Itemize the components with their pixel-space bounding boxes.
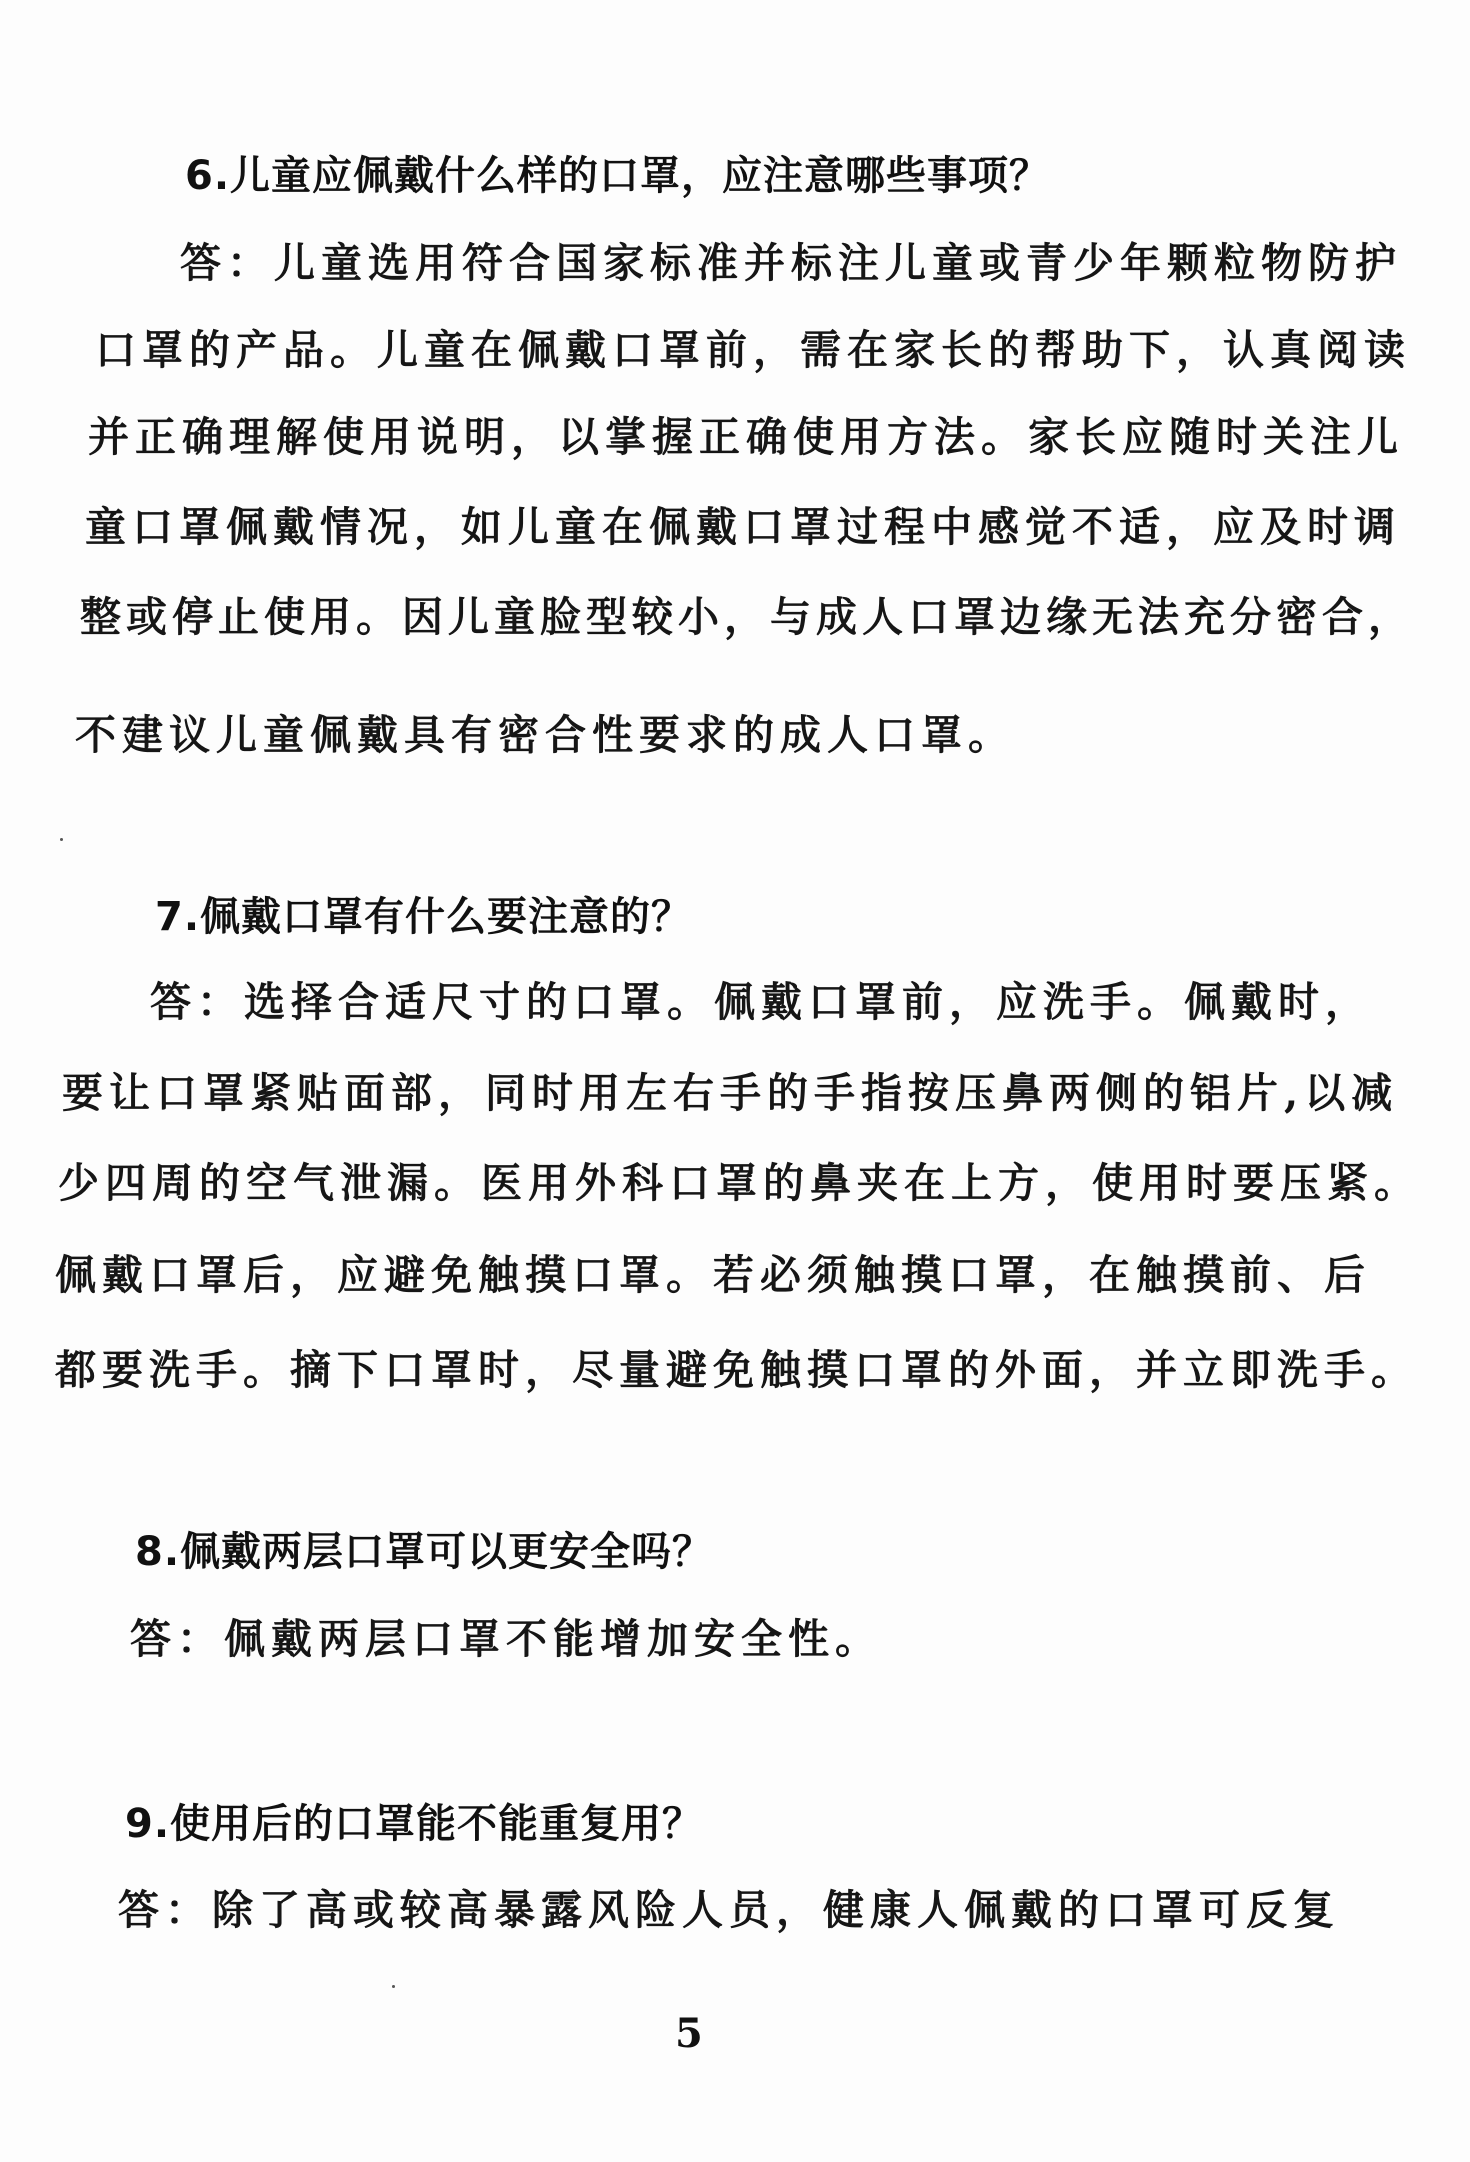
- question-8-heading: 8.佩戴两层口罩可以更安全吗？: [135, 1529, 714, 1575]
- question-6-heading: 6.儿童应佩戴什么样的口罩，应注意哪些事项？: [185, 153, 1051, 199]
- answer-9-line-1: 答：除了高或较高暴露风险人员，健康人佩戴的口罩可反复: [118, 1886, 1340, 1934]
- answer-7-line-1: 答：选择合适尺寸的口罩。佩戴口罩前，应洗手。佩戴时，: [150, 978, 1372, 1026]
- answer-6-line-2: 口罩的产品。儿童在佩戴口罩前，需在家长的帮助下，认真阅读: [95, 326, 1411, 374]
- answer-7-line-2: 要让口罩紧贴面部，同时用左右手的手指按压鼻两侧的铝片,以减: [62, 1069, 1399, 1117]
- answer-7-line-3: 少四周的空气泄漏。医用外科口罩的鼻夹在上方，使用时要压紧。: [58, 1159, 1421, 1207]
- answer-6-line-6: 不建议儿童佩戴具有密合性要求的成人口罩。: [75, 711, 1015, 759]
- speck: [60, 838, 63, 841]
- answer-6-line-4: 童口罩佩戴情况，如儿童在佩戴口罩过程中感觉不适，应及时调: [85, 503, 1401, 551]
- question-7-heading: 7.佩戴口罩有什么要注意的？: [155, 894, 693, 940]
- answer-8-line-1: 答：佩戴两层口罩不能增加安全性。: [130, 1615, 882, 1663]
- answer-7-line-4: 佩戴口罩后，应避免触摸口罩。若必须触摸口罩，在触摸前、后: [55, 1251, 1371, 1299]
- page-number: 5: [675, 2010, 703, 2057]
- question-9-heading: 9.使用后的口罩能不能重复用？: [125, 1801, 704, 1847]
- answer-6-line-5: 整或停止使用。因儿童脸型较小，与成人口罩边缘无法充分密合，: [80, 593, 1414, 641]
- speck: [392, 1985, 395, 1988]
- answer-7-line-5: 都要洗手。摘下口罩时，尽量避免触摸口罩的外面，并立即洗手。: [55, 1346, 1418, 1394]
- answer-6-line-3: 并正确理解使用说明，以掌握正确使用方法。家长应随时关注儿: [88, 413, 1404, 461]
- answer-6-line-1: 答：儿童选用符合国家标准并标注儿童或青少年颗粒物防护: [180, 239, 1402, 287]
